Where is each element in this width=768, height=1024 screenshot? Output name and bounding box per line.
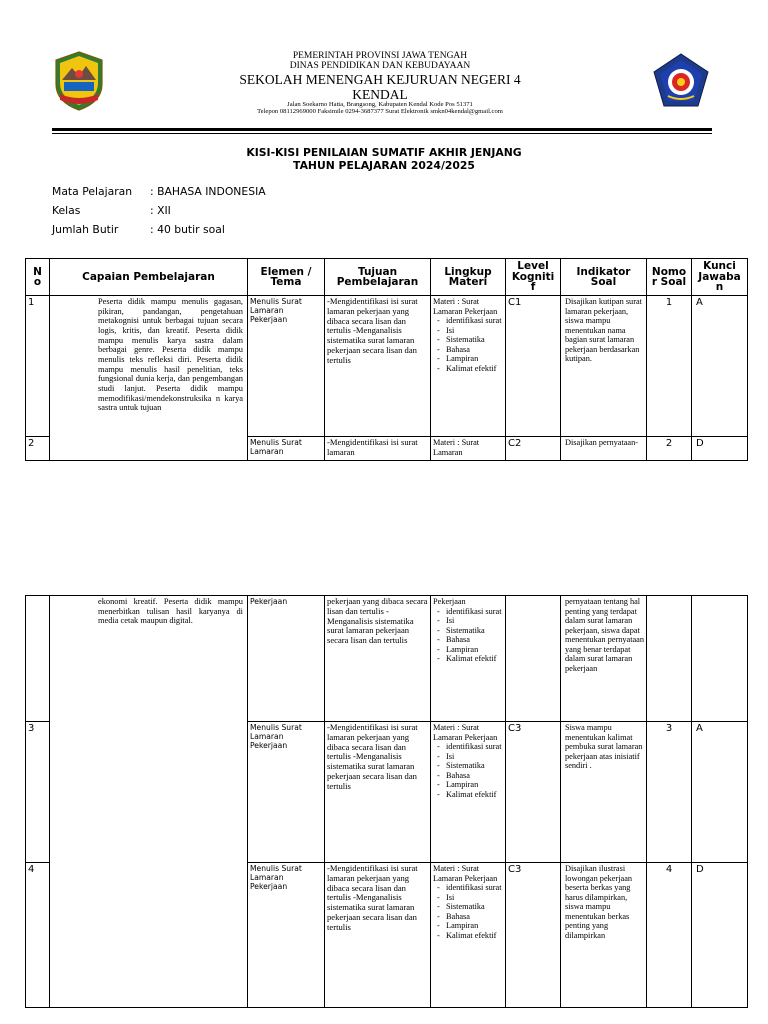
letterhead-rule <box>52 128 712 131</box>
list-item: - Kalimat efektif <box>433 364 503 374</box>
indikator-text: Disajikan kutipan surat lamaran pekerjaan, siswa mampu menentukan nama bagian surat lamaran pekerjaan berdasarkan kutipan. <box>561 296 647 437</box>
col-kunci: Kunci Jawaba n <box>692 259 748 296</box>
lingkup-list <box>433 316 503 373</box>
list-item: - Sistematika <box>433 902 503 912</box>
meta-label: Jumlah Butir <box>52 223 119 236</box>
capaian-text: ekonomi kreatif. Peserta didik mampu menerbitkan tulisan hasil karyanya di media cetak maupun digital. <box>50 596 248 1008</box>
list-item: - Kalimat efektif <box>433 790 503 800</box>
elemen-text: Pekerjaan <box>248 596 325 722</box>
nomor-value: 4 <box>647 863 692 1008</box>
col-level: Level Kogniti f <box>506 259 561 296</box>
level-value: C3 <box>506 722 561 863</box>
list-item: - identifikasi surat <box>433 742 503 752</box>
table-header-row <box>26 259 748 296</box>
col-no: N o <box>26 259 50 296</box>
blueprint-table <box>25 258 748 461</box>
item-count-row <box>52 223 266 242</box>
letterhead <box>190 52 570 116</box>
lingkup-cell <box>431 596 506 722</box>
kunci-empty <box>692 596 748 722</box>
level-value: C1 <box>506 296 561 437</box>
col-indikator: Indikator Soal <box>561 259 647 296</box>
level-value: C2 <box>506 437 561 461</box>
lingkup-list <box>433 742 503 799</box>
list-item: - Sistematika <box>433 335 503 345</box>
col-lingkup: Lingkup Materi <box>431 259 506 296</box>
list-item: - identifikasi surat <box>433 316 503 326</box>
table-row <box>26 296 748 437</box>
nomor-value: 1 <box>647 296 692 437</box>
list-item: - Sistematika <box>433 626 503 636</box>
kunci-value: A <box>692 722 748 863</box>
col-tujuan: Tujuan Pembelajaran <box>325 259 431 296</box>
school-city: KENDAL <box>352 87 408 103</box>
elemen-text: Menulis Surat Lamaran <box>248 437 325 461</box>
lingkup-cell <box>431 863 506 1008</box>
lingkup-heading: Pekerjaan <box>433 597 466 606</box>
level-value: C3 <box>506 863 561 1008</box>
list-item: - Bahasa <box>433 912 503 922</box>
list-item: - Isi <box>433 616 503 626</box>
school-contact: Telepon 08112969000 Faksimile 0294-3687377 Surat Elektronik smkn04kendal@gmail.com <box>257 108 503 116</box>
indikator-text: Siswa mampu menentukan kalimat pembuka surat lamaran pekerjaan atas inisiatif sendiri . <box>561 722 647 863</box>
document-title <box>150 146 618 173</box>
col-elemen: Elemen / Tema <box>248 259 325 296</box>
lingkup-heading: Materi : Surat Lamaran Pekerjaan <box>433 864 498 883</box>
indikator-text: Disajikan pernyataan- <box>561 437 647 461</box>
subject-row <box>52 185 266 204</box>
list-item: - Bahasa <box>433 345 503 355</box>
meta-label: Mata Pelajaran <box>52 185 133 198</box>
nomor-value: 2 <box>647 437 692 461</box>
list-item: - Bahasa <box>433 635 503 645</box>
list-item: - identifikasi surat <box>433 607 503 617</box>
school-emblem-icon <box>650 52 712 110</box>
school-name: SEKOLAH MENENGAH KEJURUAN NEGERI 4 <box>239 71 521 87</box>
row-no: 3 <box>26 722 50 863</box>
tujuan-text: -Mengidentifikasi isi surat lamaran pekerjaan yang dibaca secara lisan dan tertulis -Menganalisis sistematika surat lamaran pekerjaan secara lisan dan tertulis <box>325 722 431 863</box>
letterhead-rule-thin <box>52 133 712 134</box>
elemen-text: Menulis Surat Lamaran Pekerjaan <box>248 296 325 437</box>
list-item: - Kalimat efektif <box>433 931 503 941</box>
nomor-value: 3 <box>647 722 692 863</box>
indikator-text: Disajikan ilustrasi lowongan pekerjaan beserta berkas yang harus dilampirkan, siswa mampu menentukan berkas penting yang dilampirkan <box>561 863 647 1008</box>
tujuan-text: -Mengidentifikasi isi surat lamaran pekerjaan yang dibaca secara lisan dan tertulis -Menganalisis sistematika surat lamaran pekerjaan secara lisan dan tertulis <box>325 863 431 1008</box>
list-item: - Isi <box>433 752 503 762</box>
subject-info <box>52 185 266 242</box>
title-line-2: TAHUN PELAJARAN 2024/2025 <box>293 159 475 173</box>
meta-value: : 40 butir soal <box>150 223 225 236</box>
list-item: - Isi <box>433 326 503 336</box>
list-item: - Lampiran <box>433 354 503 364</box>
list-item: - Kalimat efektif <box>433 654 503 664</box>
list-item: - Lampiran <box>433 645 503 655</box>
list-item: - Bahasa <box>433 771 503 781</box>
level-empty <box>506 596 561 722</box>
row-no: 1 <box>26 296 50 437</box>
elemen-text: Menulis Surat Lamaran Pekerjaan <box>248 722 325 863</box>
lingkup-heading: Materi : Surat Lamaran Pekerjaan <box>433 723 498 742</box>
school-address: Jalan Soekarno Hatta, Brangsong, Kabupaten Kendal Kode Pos 51371 <box>287 101 473 109</box>
lingkup-list <box>433 607 503 664</box>
indikator-text: pernyataan tentang hal penting yang terdapat dalam surat lamaran pekerjaan, siswa dapat menentukan pernyataan yang benar terdapat dalam surat lamaran pekerjaan <box>561 596 647 722</box>
lingkup-heading: Materi : Surat Lamaran Pekerjaan <box>433 297 498 316</box>
col-nomor: Nomo r Soal <box>647 259 692 296</box>
list-item: - Lampiran <box>433 921 503 931</box>
col-capaian: Capaian Pembelajaran <box>50 259 248 296</box>
nomor-empty <box>647 596 692 722</box>
list-item: - Isi <box>433 893 503 903</box>
kunci-value: A <box>692 296 748 437</box>
elemen-text: Menulis Surat Lamaran Pekerjaan <box>248 863 325 1008</box>
tujuan-text: pekerjaan yang dibaca secara lisan dan tertulis -Menganalisis sistematika surat lamaran pekerjaan secara lisan dan tertulis <box>325 596 431 722</box>
row-no-empty <box>26 596 50 722</box>
list-item: - Lampiran <box>433 780 503 790</box>
table-row <box>26 596 748 722</box>
row-no: 2 <box>26 437 50 461</box>
capaian-text: Peserta didik mampu menulis gagasan, pikiran, pandangan, pengetahuan metakognisi untuk berbagai tujuan secara logis, kritis, dan kreatif. Peserta didik mampu menulis karya sastra dalam berbagai genre. Peserta didik mampu menulis teks refleksi diri. Peserta didik mampu menulis hasil penelitian, teks fungsional dunia kerja, dan pengembangan studi lanjut. Peserta didik mampu memodifikasi/mendekonstruksika n karya sastra untuk tujuan <box>50 296 248 461</box>
lingkup-cell <box>431 722 506 863</box>
government-line: PEMERINTAH PROVINSI JAWA TENGAH <box>292 51 468 61</box>
jawa-tengah-emblem-icon <box>50 50 108 112</box>
blueprint-table-continued <box>25 595 748 1008</box>
lingkup-heading: Materi : Surat Lamaran <box>431 437 506 461</box>
meta-value: : XII <box>150 204 171 217</box>
lingkup-cell <box>431 296 506 437</box>
department-line: DINAS PENDIDIKAN DAN KEBUDAYAAN <box>289 60 471 71</box>
title-line-1: KISI-KISI PENILAIAN SUMATIF AKHIR JENJANG <box>246 146 522 159</box>
tujuan-text: -Mengidentifikasi isi surat lamaran <box>325 437 431 461</box>
meta-label: Kelas <box>52 204 81 217</box>
kunci-value: D <box>692 437 748 461</box>
lingkup-list <box>433 883 503 940</box>
list-item: - identifikasi surat <box>433 883 503 893</box>
list-item: - Sistematika <box>433 761 503 771</box>
kunci-value: D <box>692 863 748 1008</box>
class-row <box>52 204 266 223</box>
meta-value: : BAHASA INDONESIA <box>150 185 266 198</box>
row-no: 4 <box>26 863 50 1008</box>
tujuan-text: -Mengidentifikasi isi surat lamaran pekerjaan yang dibaca secara lisan dan tertulis -Menganalisis sistematika surat lamaran pekerjaan secara lisan dan tertulis <box>325 296 431 437</box>
